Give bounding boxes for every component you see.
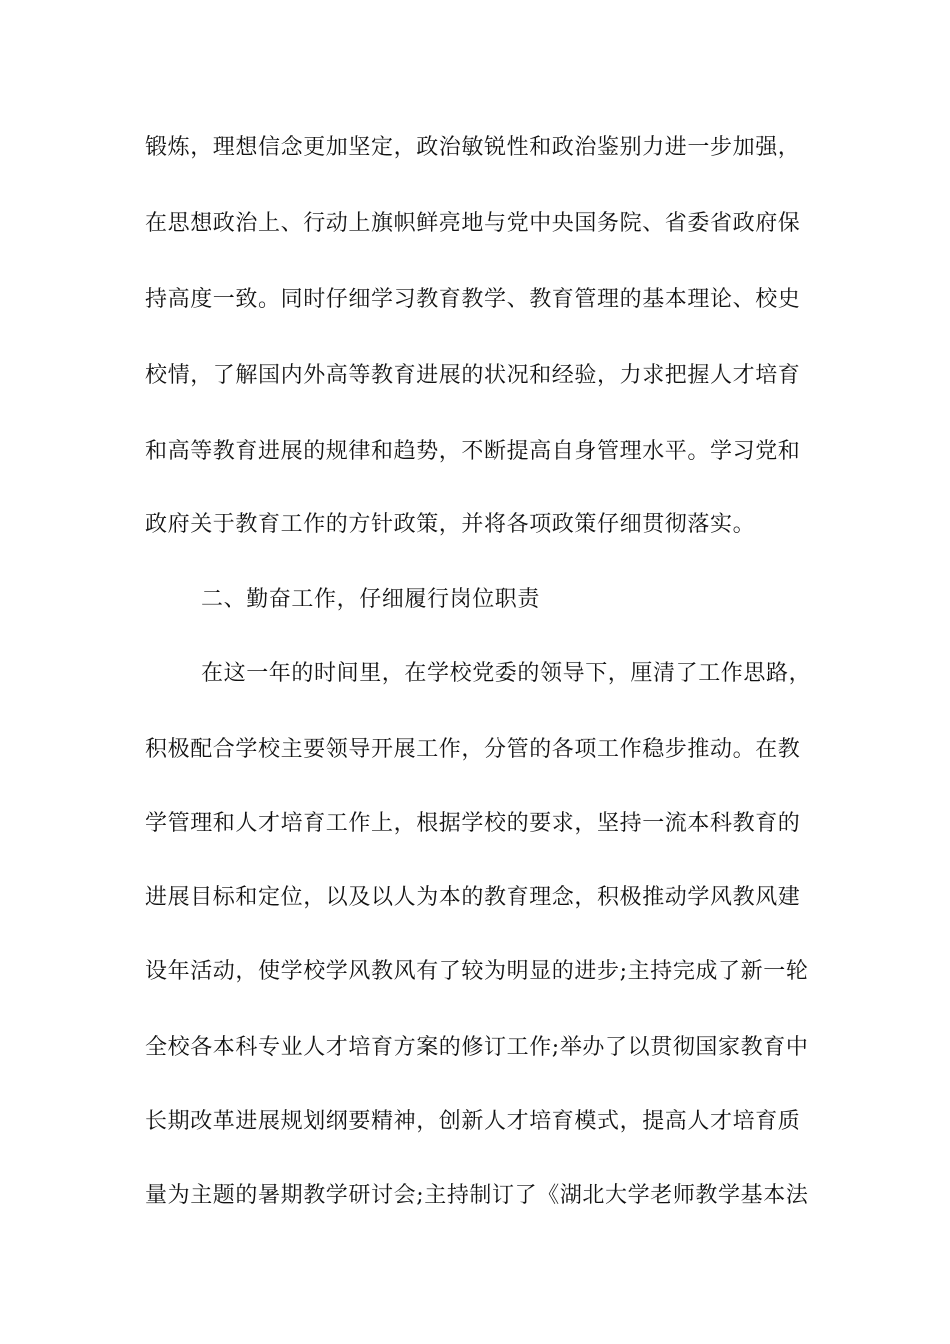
text-line: 长期改革进展规划纲要精神，创新人才培育模式，提高人才培育质 xyxy=(145,1109,801,1134)
text-line: 持高度一致。同时仔细学习教育教学、教育管理的基本理论、校史 xyxy=(145,287,801,312)
text-line: 政府关于教育工作的方针政策，并将各项政策仔细贯彻落实。 xyxy=(145,512,756,537)
text-line: 量为主题的暑期教学研讨会;主持制订了《湖北大学老师教学基本法 xyxy=(145,1183,809,1208)
text-line: 锻炼，理想信念更加坚定，政治敏锐性和政治鉴别力进一步加强， xyxy=(145,135,801,160)
text-line: 校情，了解国内外高等教育进展的状况和经验，力求把握人才培育 xyxy=(145,363,801,388)
text-line: 设年活动，使学校学风教风有了较为明显的进步;主持完成了新一轮 xyxy=(145,959,809,984)
text-line: 在这一年的时间里，在学校党委的领导下，厘清了工作思路， xyxy=(201,661,812,686)
text-line: 全校各本科专业人才培育方案的修订工作;举办了以贯彻国家教育中 xyxy=(145,1035,809,1060)
text-line: 学管理和人才培育工作上，根据学校的要求，坚持一流本科教育的 xyxy=(145,811,801,836)
text-line: 进展目标和定位，以及以人为本的教育理念，积极推动学风教风建 xyxy=(145,885,801,910)
text-line: 积极配合学校主要领导开展工作，分管的各项工作稳步推动。在教 xyxy=(145,737,801,762)
text-line: 和高等教育进展的规律和趋势，不断提高自身管理水平。学习党和 xyxy=(145,439,801,464)
section-heading: 二、勤奋工作，仔细履行岗位职责 xyxy=(201,587,541,612)
text-line: 在思想政治上、行动上旗帜鲜亮地与党中央国务院、省委省政府保 xyxy=(145,211,801,236)
